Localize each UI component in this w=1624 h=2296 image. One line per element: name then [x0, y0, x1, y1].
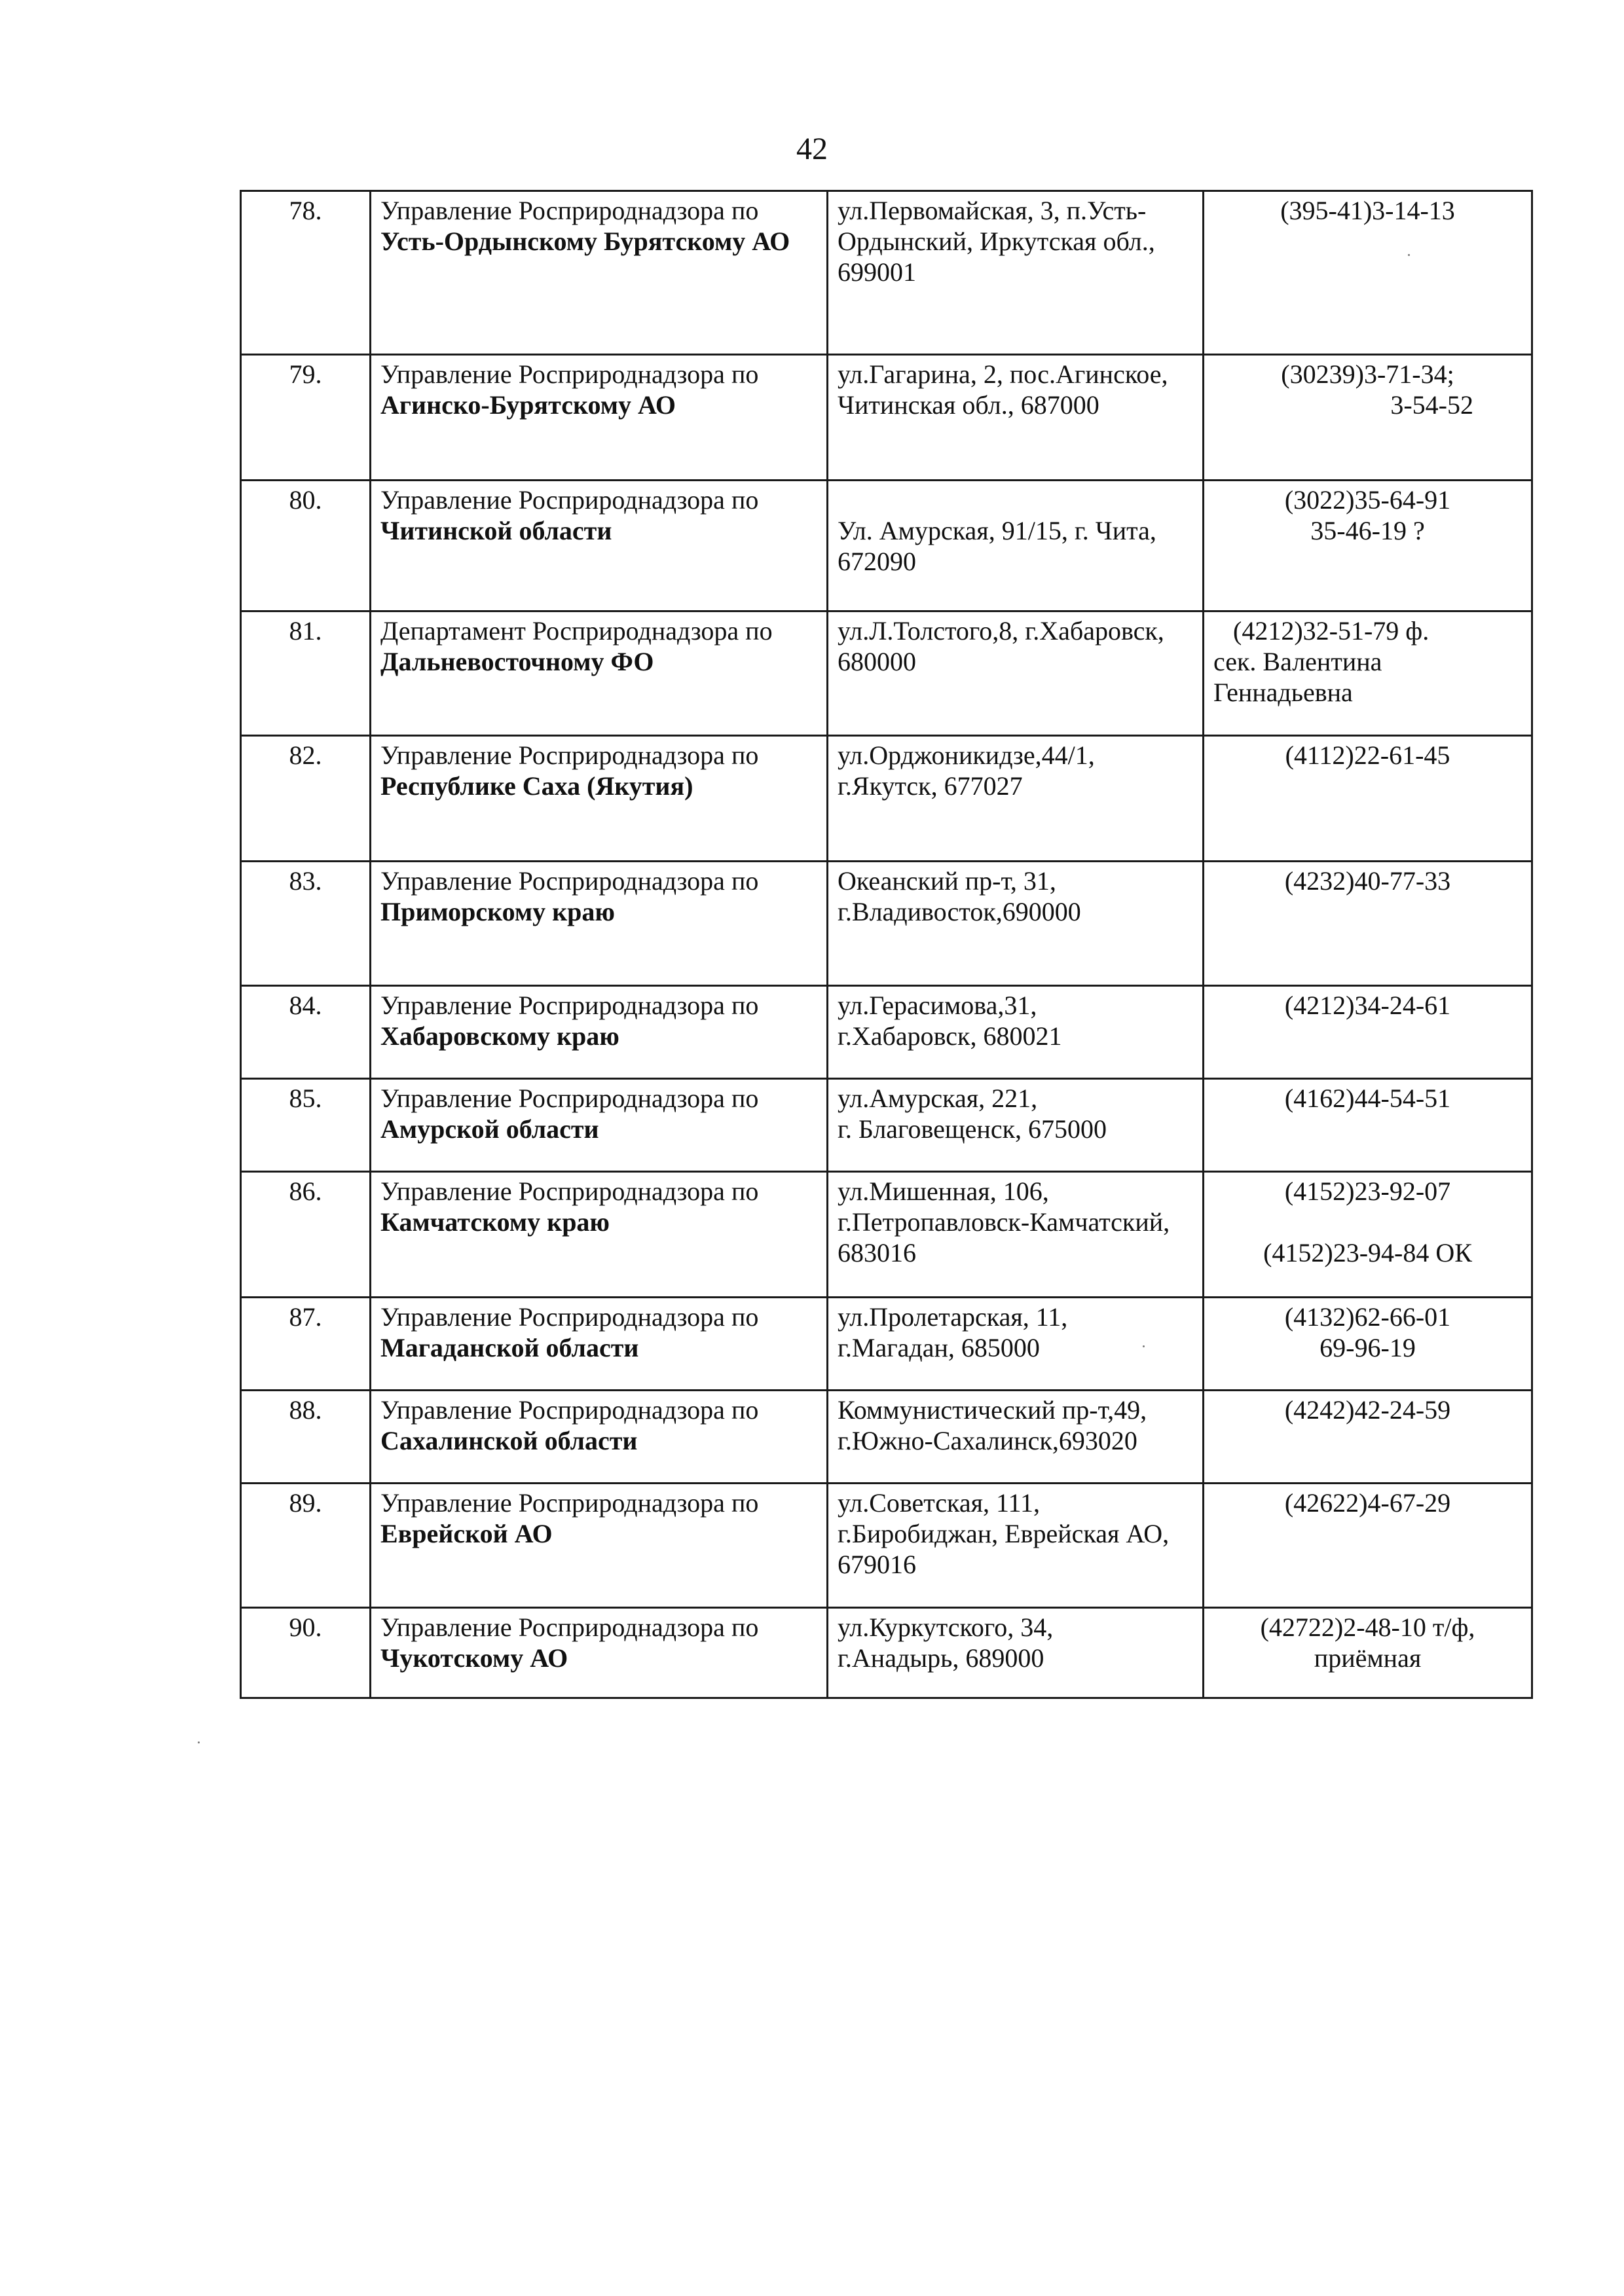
address-line: 680000 — [838, 647, 916, 676]
phone-cell — [1204, 736, 1532, 862]
table-row — [241, 1608, 1532, 1698]
organization-title: Управление Росприроднадзора по — [380, 196, 759, 225]
row-number: 85. — [241, 1079, 371, 1172]
phone-cell — [1204, 862, 1532, 986]
organization-region: Республике Саха (Якутия) — [380, 771, 693, 801]
row-number: 78. — [241, 191, 371, 355]
address-line: г.Анадырь, 689000 — [838, 1643, 1044, 1673]
address-cell — [828, 862, 1204, 986]
address-line: ул.Л.Толстого,8, г.Хабаровск, — [838, 616, 1164, 646]
address-line: ул.Мишенная, 106, — [838, 1176, 1049, 1206]
table-row — [241, 191, 1532, 355]
address-spacer — [838, 484, 1193, 515]
address-cell — [828, 1298, 1204, 1391]
page-number: 42 — [796, 132, 828, 166]
phone-cell — [1204, 1172, 1532, 1298]
address-line: Ордынский, Иркутская обл., — [838, 227, 1155, 256]
row-number: 84. — [241, 986, 371, 1079]
scan-speck — [1408, 254, 1410, 256]
phone-line: сек. Валентина — [1213, 647, 1382, 676]
address-cell — [828, 736, 1204, 862]
organization-title: Управление Росприроднадзора по — [380, 866, 759, 896]
organization-title: Управление Росприроднадзора по — [380, 1176, 759, 1206]
phone-line: (4232)40-77-33 — [1284, 866, 1451, 896]
phone-cell — [1204, 1484, 1532, 1608]
phone-cell — [1204, 355, 1532, 481]
phone-line: (3022)35-64-91 — [1284, 485, 1451, 515]
table-row — [241, 986, 1532, 1079]
row-number: 89. — [241, 1484, 371, 1608]
organization-cell — [371, 862, 828, 986]
table-row — [241, 1391, 1532, 1484]
address-line: 683016 — [838, 1238, 916, 1267]
phone-spacer — [1213, 1207, 1522, 1237]
organization-region: Амурской области — [380, 1114, 599, 1144]
organization-title: Управление Росприроднадзора по — [380, 740, 759, 770]
address-line: 699001 — [838, 257, 916, 287]
address-line: ул.Пролетарская, 11, — [838, 1302, 1068, 1332]
address-line: ул.Советская, 111, — [838, 1488, 1041, 1518]
phone-cell — [1204, 191, 1532, 355]
row-number: 83. — [241, 862, 371, 986]
phone-cell — [1204, 986, 1532, 1079]
scan-speck — [1143, 1345, 1145, 1347]
organization-cell — [371, 1608, 828, 1698]
address-line: Ул. Амурская, 91/15, г. Чита, — [838, 516, 1156, 545]
address-line: г.Хабаровск, 680021 — [838, 1021, 1062, 1051]
phone-line: (30239)3-71-34; — [1281, 359, 1454, 389]
phone-line: (4112)22-61-45 — [1285, 740, 1450, 770]
organization-title: Управление Росприроднадзора по — [380, 485, 759, 515]
organization-region: Магаданской области — [380, 1333, 639, 1362]
row-number: 86. — [241, 1172, 371, 1298]
organization-title: Управление Росприроднадзора по — [380, 1613, 759, 1642]
organization-cell — [371, 1298, 828, 1391]
row-number: 88. — [241, 1391, 371, 1484]
phone-line: приёмная — [1314, 1643, 1422, 1673]
address-cell — [828, 1608, 1204, 1698]
organization-title: Управление Росприроднадзора по — [380, 1395, 759, 1425]
address-cell — [828, 1079, 1204, 1172]
organization-cell — [371, 611, 828, 736]
organization-cell — [371, 1484, 828, 1608]
address-line: г. Благовещенск, 675000 — [838, 1114, 1107, 1144]
agency-contacts-table — [240, 190, 1533, 1699]
address-cell — [828, 191, 1204, 355]
address-line: ул.Амурская, 221, — [838, 1084, 1038, 1113]
phone-line: 3-54-52 — [1390, 390, 1473, 420]
address-line: г.Петропавловск-Камчатский, — [838, 1207, 1170, 1237]
phone-line: (4132)62-66-01 — [1284, 1302, 1451, 1332]
address-line: ул.Куркутского, 34, — [838, 1613, 1054, 1642]
organization-title: Управление Росприроднадзора по — [380, 1084, 759, 1113]
organization-region: Камчатскому краю — [380, 1207, 610, 1237]
phone-line: (395-41)3-14-13 — [1280, 196, 1455, 225]
organization-region: Хабаровскому краю — [380, 1021, 619, 1051]
phone-cell — [1204, 1391, 1532, 1484]
organization-region: Сахалинской области — [380, 1426, 638, 1455]
scan-speck — [198, 1741, 200, 1743]
row-number: 87. — [241, 1298, 371, 1391]
address-line: г.Биробиджан, Еврейская АО, — [838, 1519, 1170, 1548]
phone-cell — [1204, 1298, 1532, 1391]
table-row — [241, 611, 1532, 736]
address-line: 679016 — [838, 1550, 916, 1579]
organization-cell — [371, 1079, 828, 1172]
organization-region: Приморскому краю — [380, 897, 615, 926]
address-line: г.Южно-Сахалинск,693020 — [838, 1426, 1137, 1455]
address-line: ул.Гагарина, 2, пос.Агинское, — [838, 359, 1168, 389]
organization-cell — [371, 1172, 828, 1298]
address-line: Океанский пр-т, 31, — [838, 866, 1056, 896]
phone-cell — [1204, 481, 1532, 611]
row-number: 81. — [241, 611, 371, 736]
table-row — [241, 1172, 1532, 1298]
address-cell — [828, 1484, 1204, 1608]
phone-line: (4152)23-92-07 — [1284, 1176, 1451, 1206]
organization-cell — [371, 481, 828, 611]
phone-cell — [1204, 611, 1532, 736]
organization-region: Чукотскому АО — [380, 1643, 568, 1673]
table-row — [241, 1484, 1532, 1608]
table-row — [241, 862, 1532, 986]
phone-line: (4212)34-24-61 — [1284, 991, 1451, 1020]
table-row — [241, 1079, 1532, 1172]
organization-title: Управление Росприроднадзора по — [380, 1488, 759, 1518]
phone-line: 35-46-19 ? — [1310, 516, 1425, 545]
organization-title: Департамент Росприроднадзора по — [380, 616, 773, 646]
table-row — [241, 1298, 1532, 1391]
phone-line: (4212)32-51-79 ф. — [1233, 616, 1430, 646]
phone-line: 69-96-19 — [1320, 1333, 1416, 1362]
organization-title: Управление Росприроднадзора по — [380, 1302, 759, 1332]
address-line: ул.Первомайская, 3, п.Усть- — [838, 196, 1147, 225]
organization-region: Еврейской АО — [380, 1519, 553, 1548]
phone-line: (42622)4-67-29 — [1284, 1488, 1451, 1518]
table-row — [241, 355, 1532, 481]
organization-cell — [371, 736, 828, 862]
phone-line: (42722)2-48-10 т/ф, — [1260, 1613, 1475, 1642]
phone-cell — [1204, 1079, 1532, 1172]
phone-line: (4162)44-54-51 — [1284, 1084, 1451, 1113]
address-line: Читинская обл., 687000 — [838, 390, 1099, 420]
address-line: Коммунистический пр-т,49, — [838, 1395, 1147, 1425]
organization-cell — [371, 191, 828, 355]
table-row — [241, 736, 1532, 862]
row-number: 90. — [241, 1608, 371, 1698]
address-cell — [828, 355, 1204, 481]
address-line: ул.Герасимова,31, — [838, 991, 1037, 1020]
organization-cell — [371, 986, 828, 1079]
organization-cell — [371, 1391, 828, 1484]
phone-line: (4242)42-24-59 — [1284, 1395, 1451, 1425]
organization-region: Читинской области — [380, 516, 612, 545]
table-row — [241, 481, 1532, 611]
phone-line: Геннадьевна — [1213, 678, 1353, 707]
organization-title: Управление Росприроднадзора по — [380, 359, 759, 389]
row-number: 79. — [241, 355, 371, 481]
organization-region: Агинско-Бурятскому АО — [380, 390, 676, 420]
phone-cell — [1204, 1608, 1532, 1698]
phone-line: (4152)23-94-84 ОК — [1263, 1238, 1472, 1267]
address-cell — [828, 481, 1204, 611]
address-line: 672090 — [838, 547, 916, 576]
address-cell — [828, 611, 1204, 736]
address-cell — [828, 1391, 1204, 1484]
organization-title: Управление Росприроднадзора по — [380, 991, 759, 1020]
address-line: г.Владивосток,690000 — [838, 897, 1081, 926]
organization-cell — [371, 355, 828, 481]
row-number: 82. — [241, 736, 371, 862]
address-line: ул.Орджоникидзе,44/1, — [838, 740, 1095, 770]
row-number: 80. — [241, 481, 371, 611]
address-cell — [828, 986, 1204, 1079]
address-line: г.Якутск, 677027 — [838, 771, 1023, 801]
address-cell — [828, 1172, 1204, 1298]
address-line: г.Магадан, 685000 — [838, 1333, 1040, 1362]
organization-region: Усть-Ордынскому Бурятскому АО — [380, 227, 790, 256]
organization-region: Дальневосточному ФО — [380, 647, 654, 676]
